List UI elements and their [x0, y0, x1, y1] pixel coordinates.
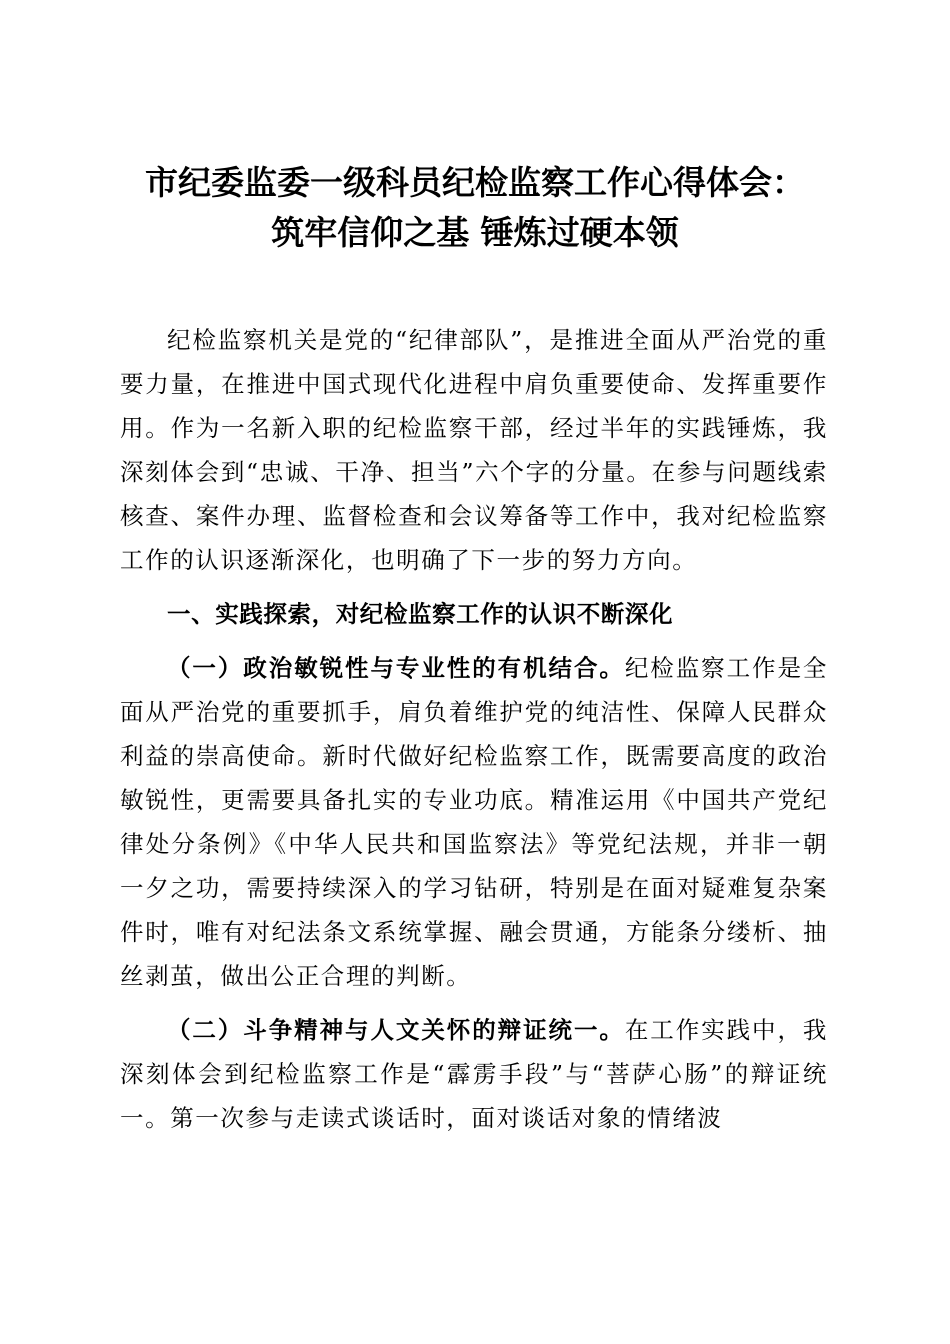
intro-paragraph: 纪检监察机关是党的“纪律部队”，是推进全面从严治党的重要力量，在推进中国式现代化进程中肩负重要使命、发挥重要作用。作为一名新入职的纪检监察干部，经过半年的实践锤炼，我深刻体会到“忠诚、干净、担当”六个字的分量。在参与问题线索核查、案件办理、监督检查和会议筹备等工作中，我对纪检监察工作的认识逐渐深化，也明确了下一步的努力方向。	[120, 326, 828, 574]
sub-paragraph-1	[120, 646, 828, 998]
sub-heading-1: （一）政治敏锐性与专业性的有机结合。	[167, 654, 625, 682]
sub-text-1: 纪检监察工作是全面从严治党的重要抓手，肩负着维护党的纯洁性、保障人民群众利益的崇高使命。新时代做好纪检监察工作，既需要高度的政治敏锐性，更需要具备扎实的专业功底。精准运用《中国共产党纪律处分条例》《中华人民共和国监察法》等党纪法规，并非一朝一夕之功，需要持续深入的学习钻研，特别是在面对疑难复杂案件时，唯有对纪法条文系统掌握、融会贯通，方能条分缕析、抽丝剥茧，做出公正合理的判断。	[120, 654, 828, 990]
document-body	[120, 318, 828, 1150]
sub-heading-2: （二）斗争精神与人文关怀的辩证统一。	[167, 1016, 625, 1044]
sub-text-2: 在工作实践中，我深刻体会到纪检监察工作是“霹雳手段”与“菩萨心肠”的辩证统一。第一次参与走读式谈话时，面对谈话对象的情绪波	[120, 1016, 828, 1132]
title-line-1: 市纪委监委一级科员纪检监察工作心得体会：	[145, 163, 805, 202]
section-heading-1: 一、实践探索，对纪检监察工作的认识不断深化	[167, 600, 674, 628]
document-title	[110, 158, 840, 258]
title-line-2: 筑牢信仰之基 锤炼过硬本领	[271, 213, 679, 252]
sub-paragraph-2	[120, 1008, 828, 1140]
